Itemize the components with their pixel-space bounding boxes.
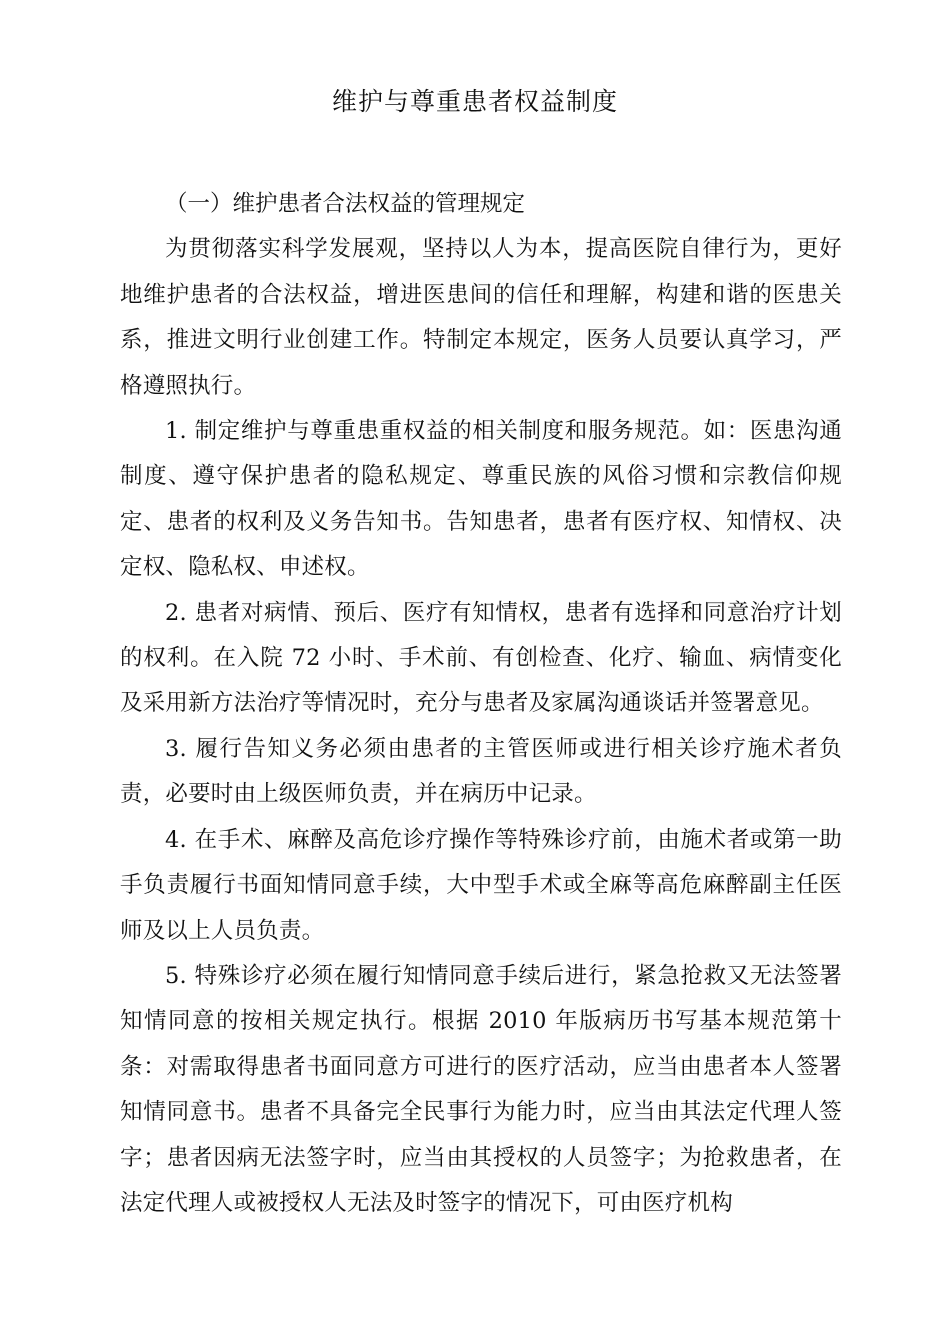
paragraph-item-4: 4. 在手术、麻醉及高危诊疗操作等特殊诊疗前，由施术者或第一助手负责履行书面知情同意手续，大中型手术或全麻等高危麻醉副主任医师及以上人员负责。 — [120, 826, 842, 944]
section-heading: （一）维护患者合法权益的管理规定 — [165, 191, 526, 217]
paragraph-item-3: 3. 履行告知义务必须由患者的主管医师或进行相关诊疗施术者负责，必要时由上级医师负责，并在病历中记录。 — [120, 735, 842, 808]
document-body — [120, 182, 842, 1226]
paragraph-item-1: 1. 制定维护与尊重患重权益的相关制度和服务规范。如：医患沟通制度、遵守保护患者的隐私规定、尊重民族的风俗习惯和宗教信仰规定、患者的权利及义务告知书。告知患者，患者有医疗权、知情权、决定权、隐私权、申述权。 — [120, 418, 842, 581]
paragraph-item-5: 5. 特殊诊疗必须在履行知情同意手续后进行，紧急抢救又无法签署知情同意的按相关规定执行。根据 2010 年版病历书写基本规范第十条：对需取得患者书面同意方可进行的医疗活动，应当由患者本人签署知情同意书。患者不具备完全民事行为能力时，应当由其法定代理人签字；患者因病无法签字时，应当由其授权的人员签字；为抢救患者，在法定代理人或被授权人无法及时签字的情况下，可由医疗机构 — [120, 962, 842, 1216]
document-title: 维护与尊重患者权益制度 — [331, 87, 618, 116]
paragraph-item-2: 2. 患者对病情、预后、医疗有知情权，患者有选择和同意治疗计划的权利。在入院 72 小时、手术前、有创检查、化疗、输血、病情变化及采用新方法治疗等情况时，充分与患者及家属沟通谈话并签署意见。 — [120, 599, 842, 717]
paragraph-intro: 为贯彻落实科学发展观，坚持以人为本，提高医院自律行为，更好地维护患者的合法权益，增进医患间的信任和理解，构建和谐的医患关系，推进文明行业创建工作。特制定本规定，医务人员要认真学习，严格遵照执行。 — [120, 236, 842, 399]
